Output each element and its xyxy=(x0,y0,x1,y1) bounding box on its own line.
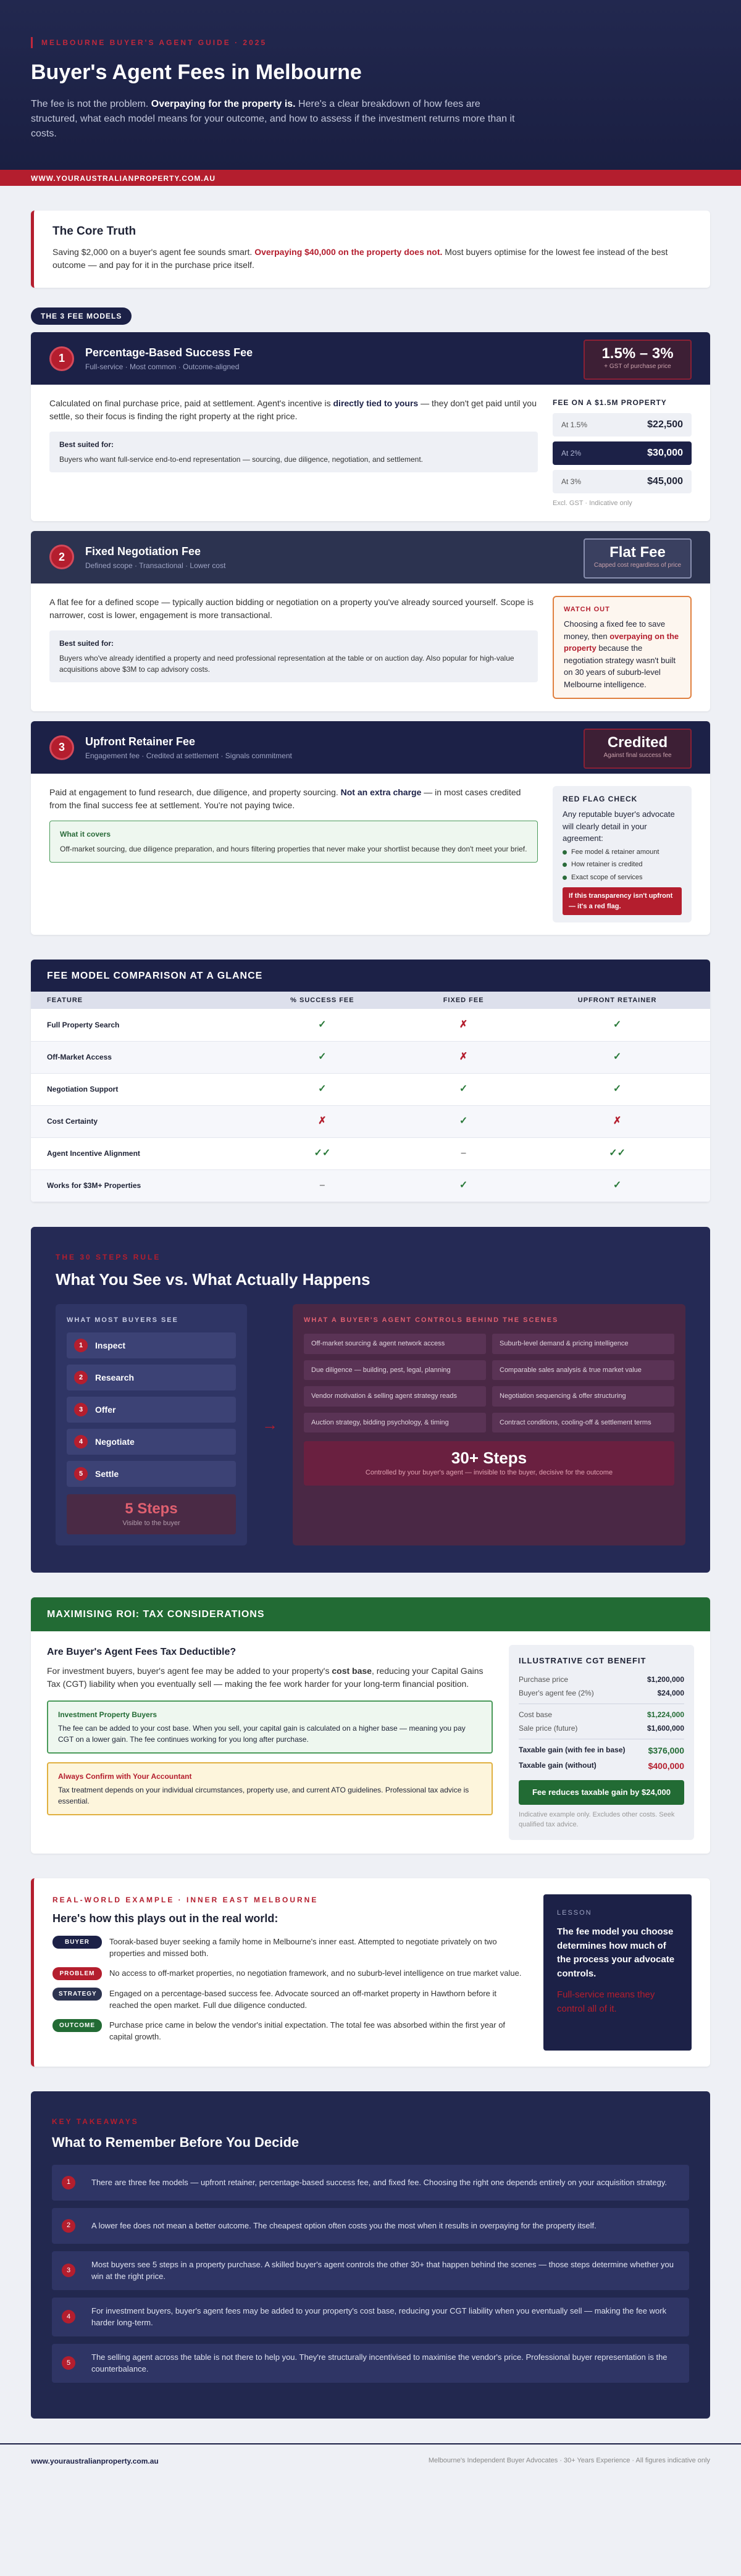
cgt-row: Purchase price $1,200,000 xyxy=(519,1675,684,1684)
takeaway-item: 5 The selling agent across the table is not there to help you. They're structurally incentivised to maximise the vendor's price. Professional buyer representation is the counterbalance. xyxy=(52,2344,689,2383)
red-flag-warning: If this transparency isn't upfront — it's a red flag. xyxy=(563,887,682,915)
steps-title: What You See vs. What Actually Happens xyxy=(56,1269,371,1289)
cgt-row: Buyer's agent fee (2%) $24,000 xyxy=(519,1689,684,1697)
cgt-reduction-banner: Fee reduces taxable gain by $24,000 xyxy=(519,1780,684,1805)
check-icon: ✓ xyxy=(524,1073,710,1105)
model-description: A flat fee for a defined scope — typically auction bidding or negotiation on a property you've already sourced yourself. Scope is narrower, cost is lower, engagement is more transactional. Best suited for: Buyers who've already identified a property and need professional representation at the table or on auction day. Also popular for high-value acquisitions above $3M to cap advisory costs. xyxy=(49,596,538,700)
takeaways-kicker: KEY TAKEAWAYS xyxy=(52,2117,139,2126)
roi-section xyxy=(31,1597,710,1854)
core-truth-title: The Core Truth xyxy=(52,225,136,238)
five-steps-summary: 5 Steps Visible to the buyer xyxy=(67,1494,236,1534)
feature-cell: Negotiation Support xyxy=(31,1073,242,1105)
fee-note: Excl. GST · Indicative only xyxy=(553,500,632,507)
section-pill-models: THE 3 FEE MODELS xyxy=(31,307,132,325)
cgt-row: Taxable gain (without) $400,000 xyxy=(519,1761,684,1771)
best-suited-box: Best suited for: Buyers who want full-service end-to-end representation — sourcing, due diligence, negotiation, and settlement. xyxy=(49,432,538,472)
agent-task: Off-market sourcing & agent network access xyxy=(304,1334,486,1354)
agent-task: Suburb-level demand & pricing intelligence xyxy=(492,1334,674,1354)
table-header: UPFRONT RETAINER xyxy=(524,992,710,1009)
steps-kicker: THE 30 STEPS RULE xyxy=(56,1252,161,1261)
roi-text: For investment buyers, buyer's agent fee may be added to your property's cost base, reducing your Capital Gains Tax (CGT) liability when you eventually sell — making the fee work harder for your long-term financial position. xyxy=(47,1665,484,1689)
model-subtitle: Engagement fee · Credited at settlement · Signals commitment xyxy=(85,751,292,760)
example-title: Here's how this plays out in the real world: xyxy=(52,1912,278,1925)
takeaway-item: 1 There are three fee models — upfront retainer, percentage-based success fee, and fixed fee. Choosing the right one depends entirely on your acquisition strategy. xyxy=(52,2165,689,2201)
best-suited-box: Best suited for: Buyers who've already identified a property and need professional representation at the table or on auction day. Also popular for high-value acquisitions above $3M to cap advisory costs. xyxy=(49,630,538,682)
feature-cell: Off-Market Access xyxy=(31,1041,242,1073)
buyer-step: 2 Research xyxy=(67,1365,236,1390)
comparison-title: FEE MODEL COMPARISON AT A GLANCE xyxy=(31,960,710,992)
core-truth-text: Saving $2,000 on a buyer's agent fee sounds smart. Overpaying $40,000 on the property does not. Most buyers optimise for the lowest fee instead of the best outcome — and pay for it in the purchase price itself. xyxy=(52,246,668,270)
feature-cell: Agent Incentive Alignment xyxy=(31,1137,242,1169)
model-number: 3 xyxy=(49,735,74,760)
example-row: OUTCOME Purchase price came in below the vendor's initial expectation. The total fee was absorbed within the first year of capital growth. xyxy=(52,2019,527,2043)
model-card-retainer xyxy=(31,721,710,935)
hero-kicker: MELBOURNE BUYER'S AGENT GUIDE · 2025 xyxy=(31,37,710,48)
lesson-panel: LESSON The fee model you choose determines how much of the process your advocate controls. Full-service means they control all of it. xyxy=(543,1894,692,2051)
cgt-row: Sale price (future) $1,600,000 xyxy=(519,1724,684,1733)
agent-task: Contract conditions, cooling-off & settlement terms xyxy=(492,1413,674,1433)
model-title: Percentage-Based Success Fee xyxy=(85,346,253,359)
takeaway-item: 4 For investment buyers, buyer's agent fees may be added to your property's cost base, reducing your CGT liability when you eventually sell — making the fee work harder long-term. xyxy=(52,2298,689,2336)
cgt-row: Taxable gain (with fee in base) $376,000 xyxy=(519,1746,684,1755)
site-url-bar[interactable]: WWW.YOURAUSTRALIANPROPERTY.COM.AU xyxy=(0,170,741,186)
steps-section xyxy=(31,1227,710,1573)
footer-link[interactable]: www.youraustralianproperty.com.au xyxy=(31,2456,159,2465)
red-flag-item: How retainer is credited xyxy=(563,859,682,870)
cross-icon: ✗ xyxy=(403,1009,524,1041)
arrow-right-icon: → xyxy=(262,1415,278,1434)
model-description: Calculated on final purchase price, paid at settlement. Agent's incentive is directly tied to yours — they don't get paid until you settle, so their focus is finding the right property at the right price. Best suited for: Buyers who want full-service end-to-end representation — sourcing, due diligence, negotiation, and settlement. xyxy=(49,397,538,509)
hero-intro: The fee is not the problem. Overpaying for the property is. Here's a clear breakdown of how fees are structured, what each model means for your outcome, and how to assess if the investment returns more than it costs. xyxy=(31,99,515,139)
agent-steps-panel: WHAT A BUYER'S AGENT CONTROLS BEHIND THE SCENES Off-market sourcing & agent network access Suburb-level demand & pricing intelligence Due diligence — building, pest, legal, planning Comparable sales analysis & true market value Vendor motivation & selling agent strategy reads Negotiation sequencing & offer structuring Auction strategy, bidding psychology, & timing Contract conditions, cooling-off & settlement terms 30+ Steps Controlled by your buyer's agent — invisible to the buyer, decisive for the outcome xyxy=(293,1304,685,1546)
what-it-covers-box: What it covers Off-market sourcing, due diligence preparation, and hours filtering properties that never make your shortlist because they don't meet your brief. xyxy=(49,821,538,863)
check-icon: ✓ xyxy=(242,1041,403,1073)
footer xyxy=(0,2443,741,2480)
check-icon: ✓ xyxy=(403,1169,524,1202)
feature-cell: Cost Certainty xyxy=(31,1105,242,1137)
core-truth-card xyxy=(31,211,710,288)
check-icon: ✓✓ xyxy=(242,1137,403,1169)
model-header xyxy=(31,721,710,774)
model-card-success-fee xyxy=(31,332,710,521)
check-icon: ✓ xyxy=(524,1041,710,1073)
red-flag-item: Fee model & retainer amount xyxy=(563,847,682,858)
example-section xyxy=(31,1878,710,2067)
model-title: Upfront Retainer Fee xyxy=(85,735,196,748)
thirty-steps-summary: 30+ Steps Controlled by your buyer's agent — invisible to the buyer, decisive for the outcome xyxy=(304,1441,674,1486)
fee-row: At 1.5% $22,500 xyxy=(553,413,692,437)
fee-row-highlight: At 2% $30,000 xyxy=(553,441,692,465)
roi-question: Are Buyer's Agent Fees Tax Deductible? xyxy=(47,1646,237,1657)
cross-icon: ✗ xyxy=(524,1105,710,1137)
takeaway-item: 2 A lower fee does not mean a better outcome. The cheapest option often costs you the most when it results in overpaying for the property itself. xyxy=(52,2208,689,2244)
example-row: STRATEGY Engaged on a percentage-based success fee. Advocate sourced an off-market property in Hawthorn before it reached the open market. Full due diligence conducted. xyxy=(52,1988,527,2012)
agent-task: Due diligence — building, pest, legal, planning xyxy=(304,1360,486,1381)
table-header: FIXED FEE xyxy=(403,992,524,1009)
example-row: BUYER Toorak-based buyer seeking a family home in Melbourne's inner east. Attempted to negotiate privately on two properties and missed both. xyxy=(52,1936,527,1960)
fee-badge: 1.5% – 3% + GST of purchase price xyxy=(584,340,692,380)
check-icon: ✓ xyxy=(242,1073,403,1105)
dash-cell: – xyxy=(242,1169,403,1202)
agent-task: Negotiation sequencing & offer structuring xyxy=(492,1386,674,1407)
hero xyxy=(0,0,741,170)
model-subtitle: Defined scope · Transactional · Lower cost xyxy=(85,561,226,570)
takeaways-section xyxy=(31,2091,710,2419)
table-header: FEATURE xyxy=(31,992,242,1009)
model-number: 2 xyxy=(49,545,74,569)
model-header xyxy=(31,531,710,583)
buyer-step: 1 Inspect xyxy=(67,1332,236,1358)
takeaways-title: What to Remember Before You Decide xyxy=(52,2134,299,2150)
table-row xyxy=(31,1137,710,1169)
buyer-step: 5 Settle xyxy=(67,1461,236,1487)
check-icon: ✓ xyxy=(524,1009,710,1041)
table-row xyxy=(31,1073,710,1105)
example-kicker: REAL-WORLD EXAMPLE · INNER EAST MELBOURNE xyxy=(52,1895,319,1904)
dash-cell: – xyxy=(403,1137,524,1169)
check-icon: ✓ xyxy=(403,1073,524,1105)
buyer-steps-panel: WHAT MOST BUYERS SEE 1 Inspect 2 Research 3 Offer 4 Negotiate 5 Settle 5 Steps Visible to the buyer xyxy=(56,1304,247,1546)
model-header xyxy=(31,332,710,385)
check-icon: ✓✓ xyxy=(524,1137,710,1169)
model-card-fixed-fee xyxy=(31,531,710,712)
agent-task: Vendor motivation & selling agent strategy reads xyxy=(304,1386,486,1407)
check-icon: ✓ xyxy=(403,1105,524,1137)
comparison-table xyxy=(31,960,710,1202)
cross-icon: ✗ xyxy=(242,1105,403,1137)
fee-badge: Flat Fee Capped cost regardless of price xyxy=(584,538,692,579)
cgt-row: Cost base $1,224,000 xyxy=(519,1710,684,1719)
feature-cell: Full Property Search xyxy=(31,1009,242,1041)
fee-example-panel: FEE ON A $1.5M PROPERTY At 1.5% $22,500 At 2% $30,000 At 3% $45,000 Excl. GST · Indicative only xyxy=(553,397,692,509)
table-row xyxy=(31,1105,710,1137)
roi-header: MAXIMISING ROI: TAX CONSIDERATIONS xyxy=(31,1597,710,1631)
model-number: 1 xyxy=(49,346,74,371)
cgt-benefit-panel: ILLUSTRATIVE CGT BENEFIT Purchase price $1,200,000 Buyer's agent fee (2%) $24,000 Cost base $1,224,000 Sale price (future) $1,600,000 Taxable gain (with fee in base) $376,000 Taxable gain (without) $400,000 Fee reduces taxable gain by $24,000 Indicative example only. Excludes other costs. Seek qualified tax advice. xyxy=(509,1645,694,1840)
model-title: Fixed Negotiation Fee xyxy=(85,545,201,558)
check-icon: ✓ xyxy=(524,1169,710,1202)
fee-row: At 3% $45,000 xyxy=(553,470,692,493)
red-flag-item: Exact scope of services xyxy=(563,872,682,883)
model-subtitle: Full-service · Most common · Outcome-aligned xyxy=(85,362,240,371)
check-icon: ✓ xyxy=(242,1009,403,1041)
agent-task: Comparable sales analysis & true market value xyxy=(492,1360,674,1381)
accountant-warning-box: Always Confirm with Your Accountant Tax treatment depends on your individual circumstances, property use, and current ATO guidelines. Professional tax advice is essential. xyxy=(47,1762,493,1815)
takeaway-item: 3 Most buyers see 5 steps in a property purchase. A skilled buyer's agent controls the other 30+ that happen behind the scenes — those steps determine whether you win at the right price. xyxy=(52,2251,689,2290)
table-row xyxy=(31,1009,710,1041)
model-description: Paid at engagement to fund research, due diligence, and property sourcing. Not an extra charge — in most cases credited from the final success fee at settlement. You're not paying twice. What it covers Off-market sourcing, due diligence preparation, and hours filtering properties that never make your shortlist because they don't meet your brief. xyxy=(49,786,538,922)
cgt-fine-print: Indicative example only. Excludes other costs. Seek qualified tax advice. xyxy=(519,1810,675,1828)
buyer-step: 4 Negotiate xyxy=(67,1429,236,1455)
table-row xyxy=(31,1041,710,1073)
cross-icon: ✗ xyxy=(403,1041,524,1073)
feature-cell: Works for $3M+ Properties xyxy=(31,1169,242,1202)
table-header: % SUCCESS FEE xyxy=(242,992,403,1009)
buyer-step: 3 Offer xyxy=(67,1397,236,1423)
agent-task: Auction strategy, bidding psychology, & timing xyxy=(304,1413,486,1433)
investment-buyers-box: Investment Property Buyers The fee can be added to your cost base. When you sell, your capital gain is calculated on a higher base — meaning you pay CGT on a lower gain. The fee continues working for you long after purchase. xyxy=(47,1700,493,1754)
watch-out-panel: WATCH OUT Choosing a fixed fee to save money, then overpaying on the property because the negotiation strategy wasn't built on 30 years of suburb-level Melbourne intelligence. xyxy=(553,596,692,700)
footer-note: Melbourne's Independent Buyer Advocates · 30+ Years Experience · All figures indicative only xyxy=(428,2456,710,2464)
fee-badge: Credited Against final success fee xyxy=(584,729,692,769)
table-row xyxy=(31,1169,710,1202)
red-flag-panel: RED FLAG CHECK Any reputable buyer's advocate will clearly detail in your agreement: Fee model & retainer amount How retainer is credited Exact scope of services If this transparency isn't upfront — it's a red flag. xyxy=(553,786,692,922)
page-title: Buyer's Agent Fees in Melbourne xyxy=(31,61,362,84)
example-row: PROBLEM No access to off-market properties, no negotiation framework, and no suburb-level intelligence on true market value. xyxy=(52,1967,527,1980)
